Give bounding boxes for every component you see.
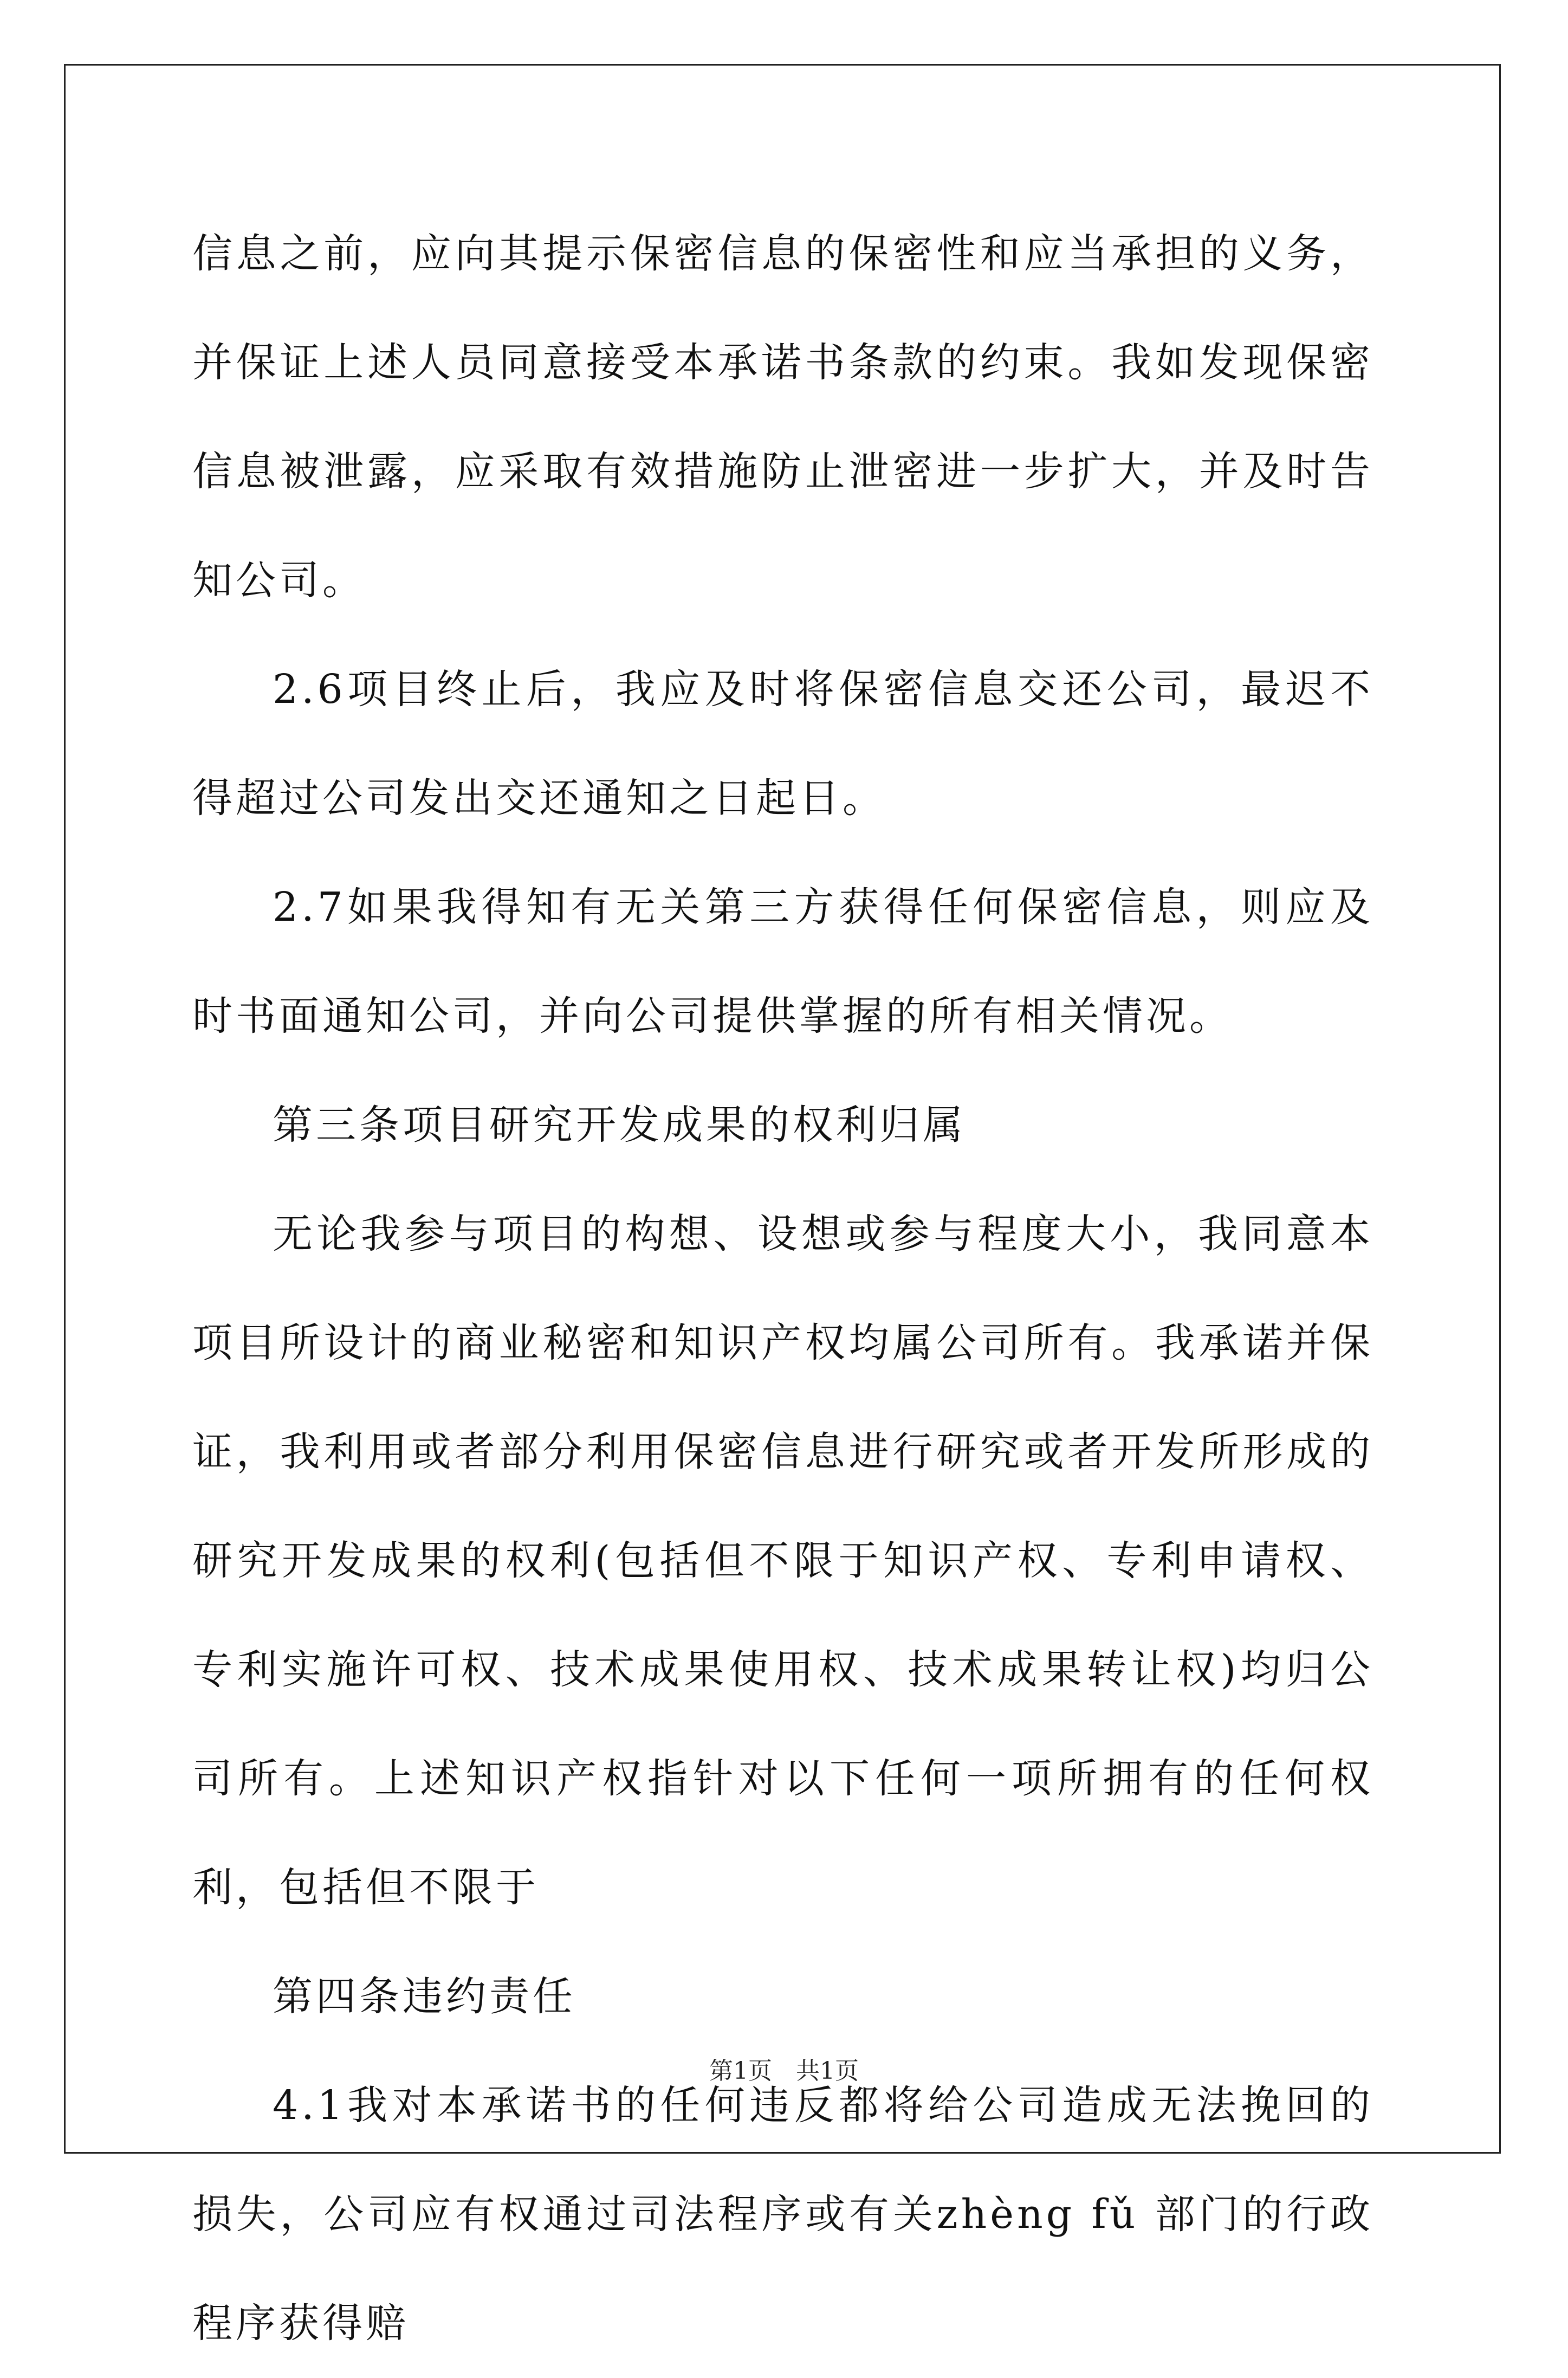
section-heading-4: 第四条违约责任	[273, 1973, 576, 2020]
paragraph-3: 2.7如果我得知有无关第三方获得任何保密信息，则应及时书面通知公司，并向公司提供掌握的所有相关情况。	[192, 884, 1373, 1039]
page-footer: 第1页 共1页	[709, 2057, 859, 2085]
paragraph-5: 4.1我对本承诺书的任何违反都将给公司造成无法挽回的损失，公司应有权通过司法程序或有关zhèng fǔ 部门的行政程序获得赔	[192, 2082, 1373, 2347]
paragraph-1: 信息之前，应向其提示保密信息的保密性和应当承担的义务，并保证上述人员同意接受本承诺书条款的约束。我如发现保密信息被泄露，应采取有效措施防止泄密进一步扩大，并及时告知公司。	[192, 230, 1373, 604]
paragraph-4: 无论我参与项目的构想、设想或参与程度大小，我同意本项目所设计的商业秘密和知识产权均属公司所有。我承诺并保证，我利用或者部分利用保密信息进行研究或者开发所形成的研究开发成果的权利(包括但不限于知识产权、专利申请权、专利实施许可权、技术成果使用权、技术成果转让权)均归公司所有。上述知识产权指针对以下任何一项所拥有的任何权利，包括但不限于	[192, 1211, 1373, 1911]
paragraph-2: 2.6项目终止后，我应及时将保密信息交还公司，最迟不得超过公司发出交还通知之日起日。	[192, 666, 1373, 822]
section-heading-3: 第三条项目研究开发成果的权利归属	[273, 1102, 966, 1148]
